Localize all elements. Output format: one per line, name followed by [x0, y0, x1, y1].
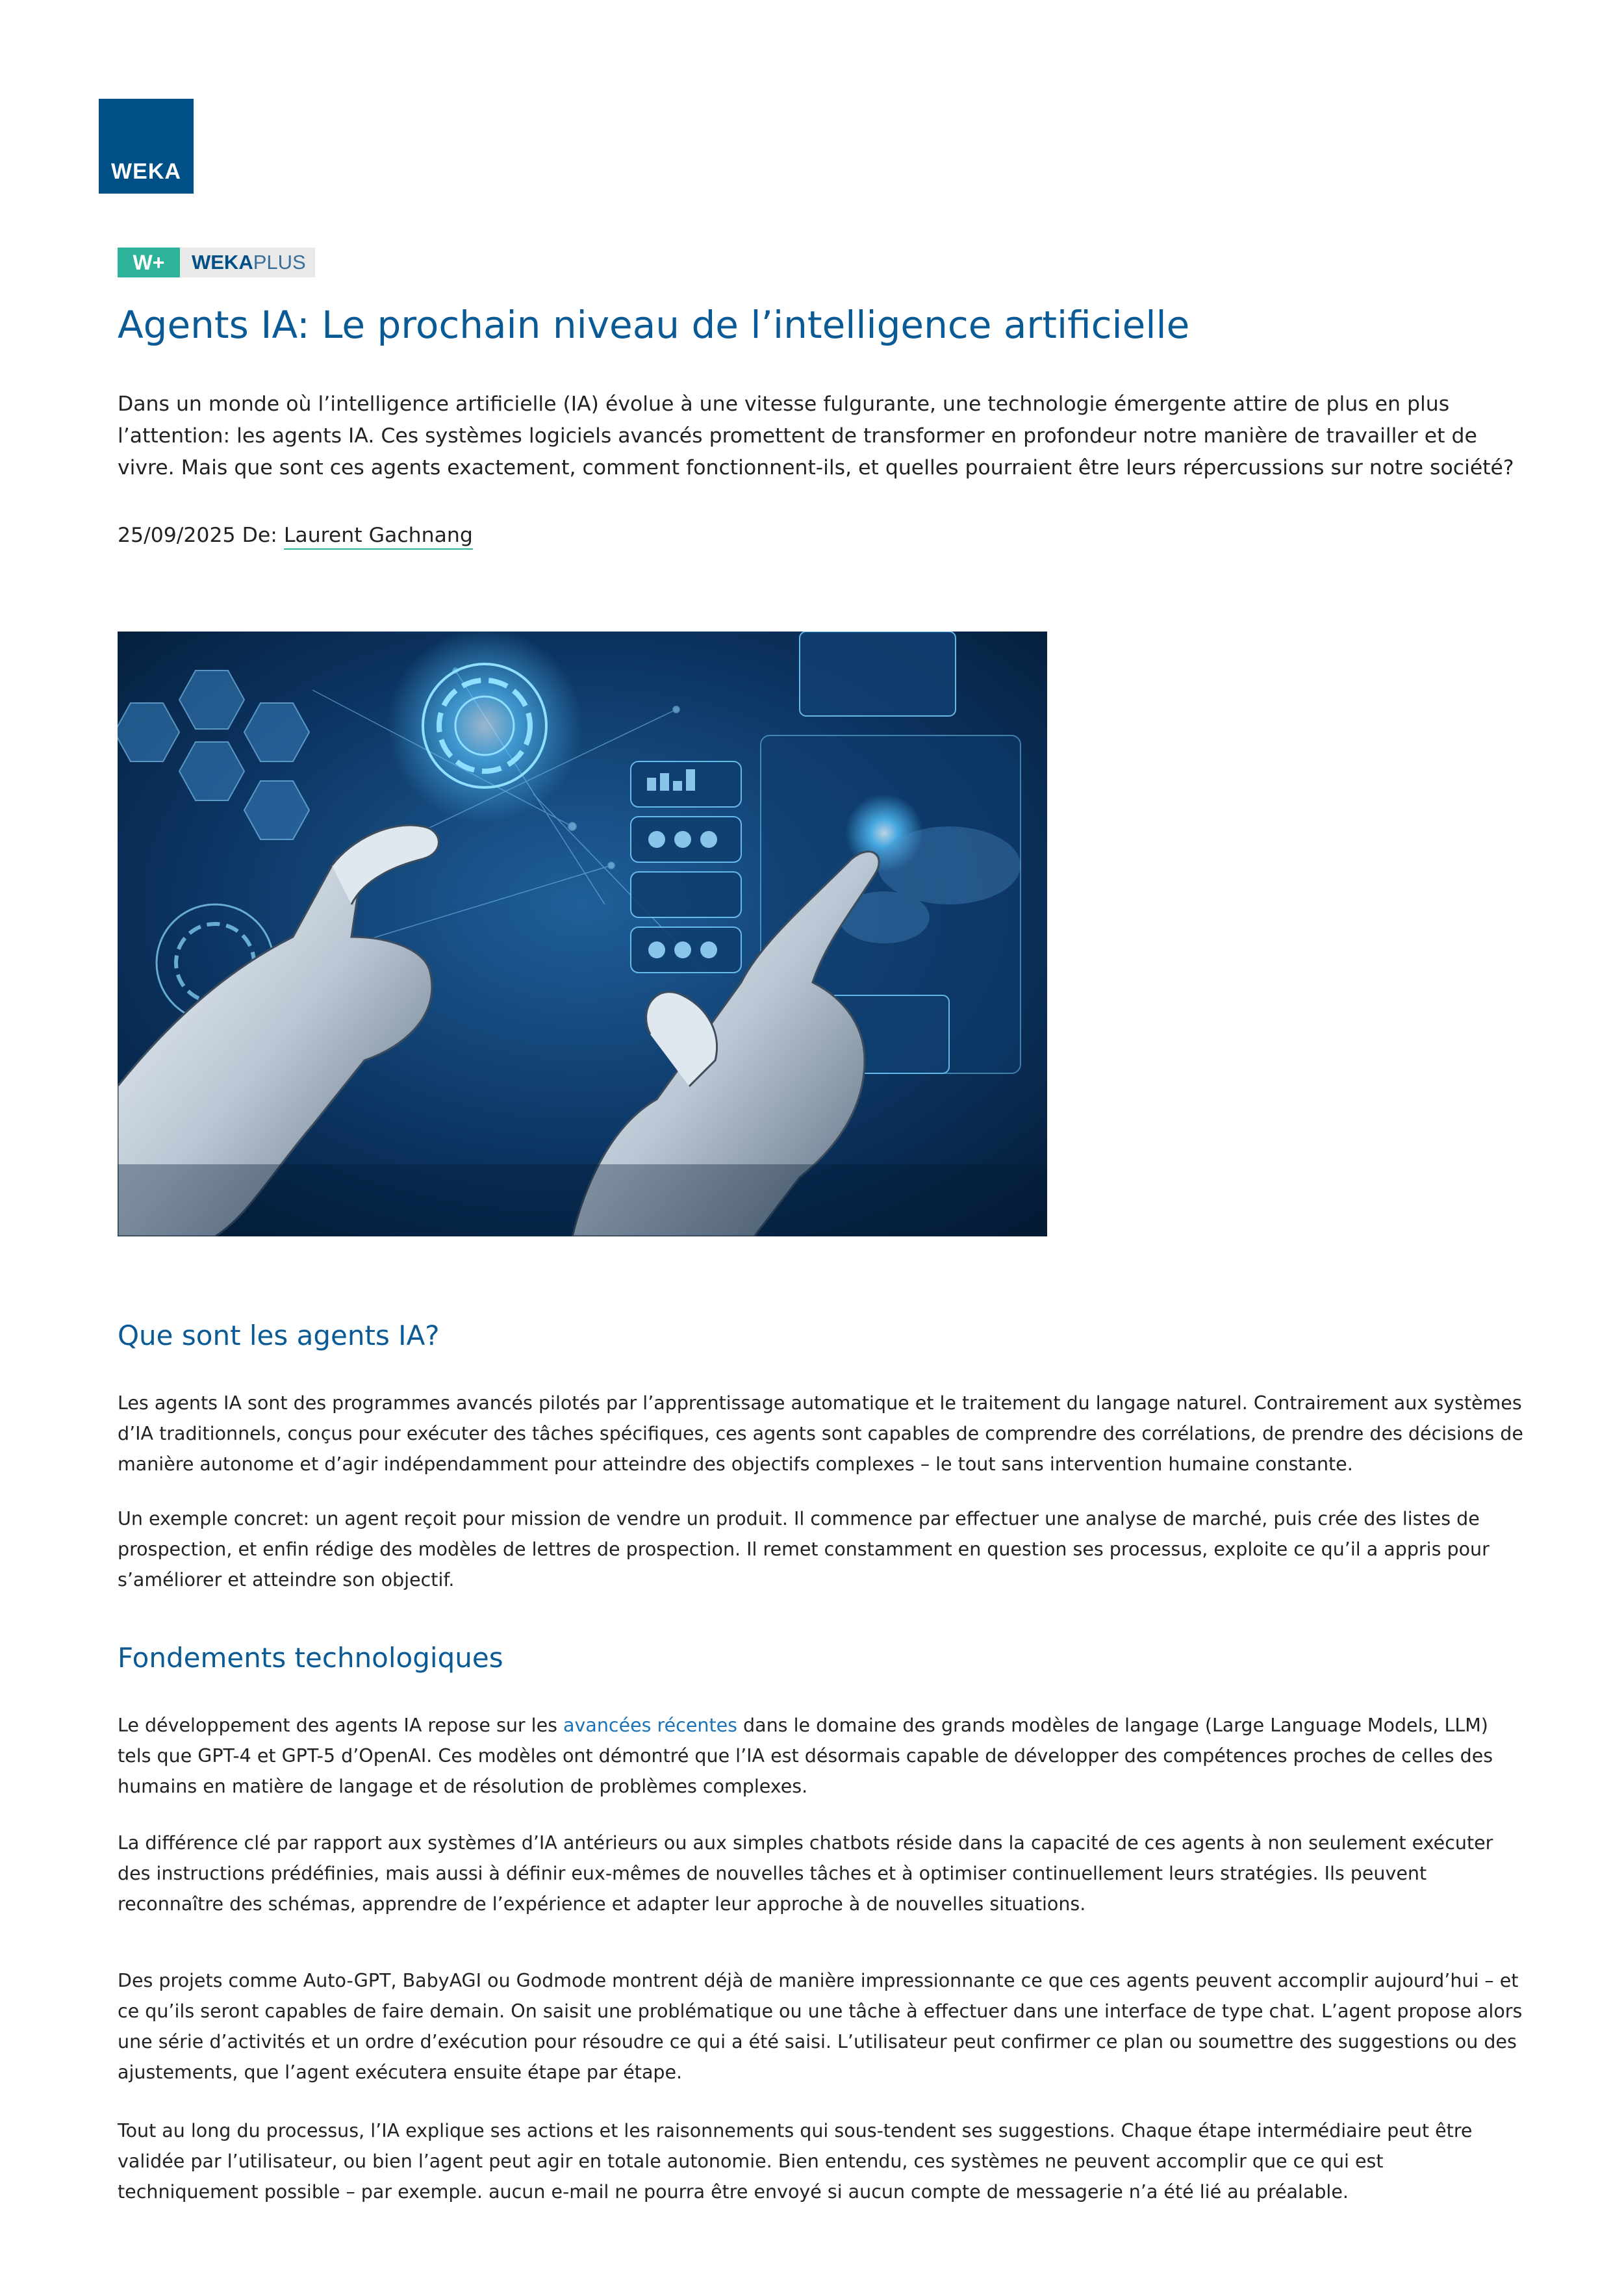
wekaplus-label-light: PLUS	[253, 251, 306, 274]
wekaplus-label	[180, 248, 315, 277]
wekaplus-badge	[118, 248, 315, 277]
weka-logo[interactable]	[99, 99, 194, 194]
article-lead: Dans un monde où l’intelligence artificielle (IA) évolue à une vitesse fulgurante, une technologie émergente attire de plus en plus l’attention: les agents IA. Ces systèmes logiciels avancés promettent de transformer en profondeur notre manière de travailler et de vivre. Mais que sont ces agents exactement, comment fonctionnent-ils, et quelles pourraient être leurs répercussions sur notre société?	[118, 392, 1514, 479]
section-heading-agents: Que sont les agents IA?	[118, 1320, 440, 1351]
section1-paragraph-2: Un exemple concret: un agent reçoit pour mission de vendre un produit. Il commence par effectuer une analyse de marché, puis crée des listes de prospection, et enfin rédige des modèles de lettres de prospection. Il remet constamment en question ses processus, exploite ce qu’il a appris pour s’améliorer et atteindre son objectif.	[118, 1508, 1490, 1591]
article-meta	[118, 520, 1527, 552]
weka-logo-text: WEKA	[111, 159, 181, 184]
author-by-label: De:	[242, 524, 277, 547]
section-heading-fondements: Fondements technologiques	[118, 1642, 503, 1674]
section2-paragraph-4: Tout au long du processus, l’IA explique ses actions et les raisonnements qui sous-tendent ses suggestions. Chaque étape intermédiaire peut être validée par l’utilisateur, ou bien l’agent peut agir en totale autonomie. Bien entendu, ces systèmes ne peuvent accomplir que ce qui est techniquement possible – par exemple. aucun e-mail ne pourra être envoyé si aucun compte de messagerie n’a été lié au préalable.	[118, 2120, 1473, 2203]
section2-paragraph-3: Des projets comme Auto-GPT, BabyAGI ou Godmode montrent déjà de manière impressionnante ce que ces agents peuvent accomplir aujourd’hui – et ce qu’ils seront capables de faire demain. On saisit une problématique ou une tâche à effectuer dans une interface de type chat. L’agent propose alors une série d’activités et un ordre d’exécution pour résoudre ce qui a été saisi. L’utilisateur peut confirmer ce plan ou soumettre des suggestions ou des ajustements, que l’agent exécutera ensuite étape par étape.	[118, 1970, 1523, 2083]
wplus-icon: W+	[118, 248, 180, 277]
section2-paragraph-1	[118, 1710, 1527, 1802]
section2-p1-before: Le développement des agents IA repose sur les	[118, 1715, 564, 1736]
article-date: 25/09/2025	[118, 524, 236, 547]
section2-paragraph-2: La différence clé par rapport aux systèmes d’IA antérieurs ou aux simples chatbots réside dans la capacité de ces agents à non seulement exécuter des instructions prédéfinies, mais aussi à définir eux-mêmes de nouvelles tâches et à optimiser continuellement leurs stratégies. Ils peuvent reconnaître des schémas, apprendre de l’expérience et adapter leur approche à de nouvelles situations.	[118, 1832, 1493, 1915]
robot-hands-illustration	[118, 632, 1047, 1236]
section1-paragraph-1: Les agents IA sont des programmes avancés pilotés par l’apprentissage automatique et le traitement du langage naturel. Contrairement aux systèmes d’IA traditionnels, conçus pour exécuter des tâches spécifiques, ces agents sont capables de comprendre des corrélations, de prendre des décisions de manière autonome et d’agir indépendamment pour atteindre des objectifs complexes – le tout sans intervention humaine constante.	[118, 1392, 1523, 1475]
hero-image	[118, 632, 1047, 1236]
article-title: Agents IA: Le prochain niveau de l’intelligence artificielle	[118, 303, 1190, 347]
section2-p1-after: dans le domaine des grands modèles de langage (Large Language Models, LLM) tels que GPT-4 et GPT-5 d’OpenAI. Ces modèles ont démontré que l’IA est désormais capable de développer des compétences proches de celles des humains en matière de langage et de résolution de problèmes complexes.	[118, 1715, 1493, 1797]
wekaplus-label-bold: WEKA	[192, 251, 253, 274]
author-link[interactable]: Laurent Gachnang	[284, 524, 473, 550]
avancees-recentes-link[interactable]: avancées récentes	[563, 1715, 737, 1736]
